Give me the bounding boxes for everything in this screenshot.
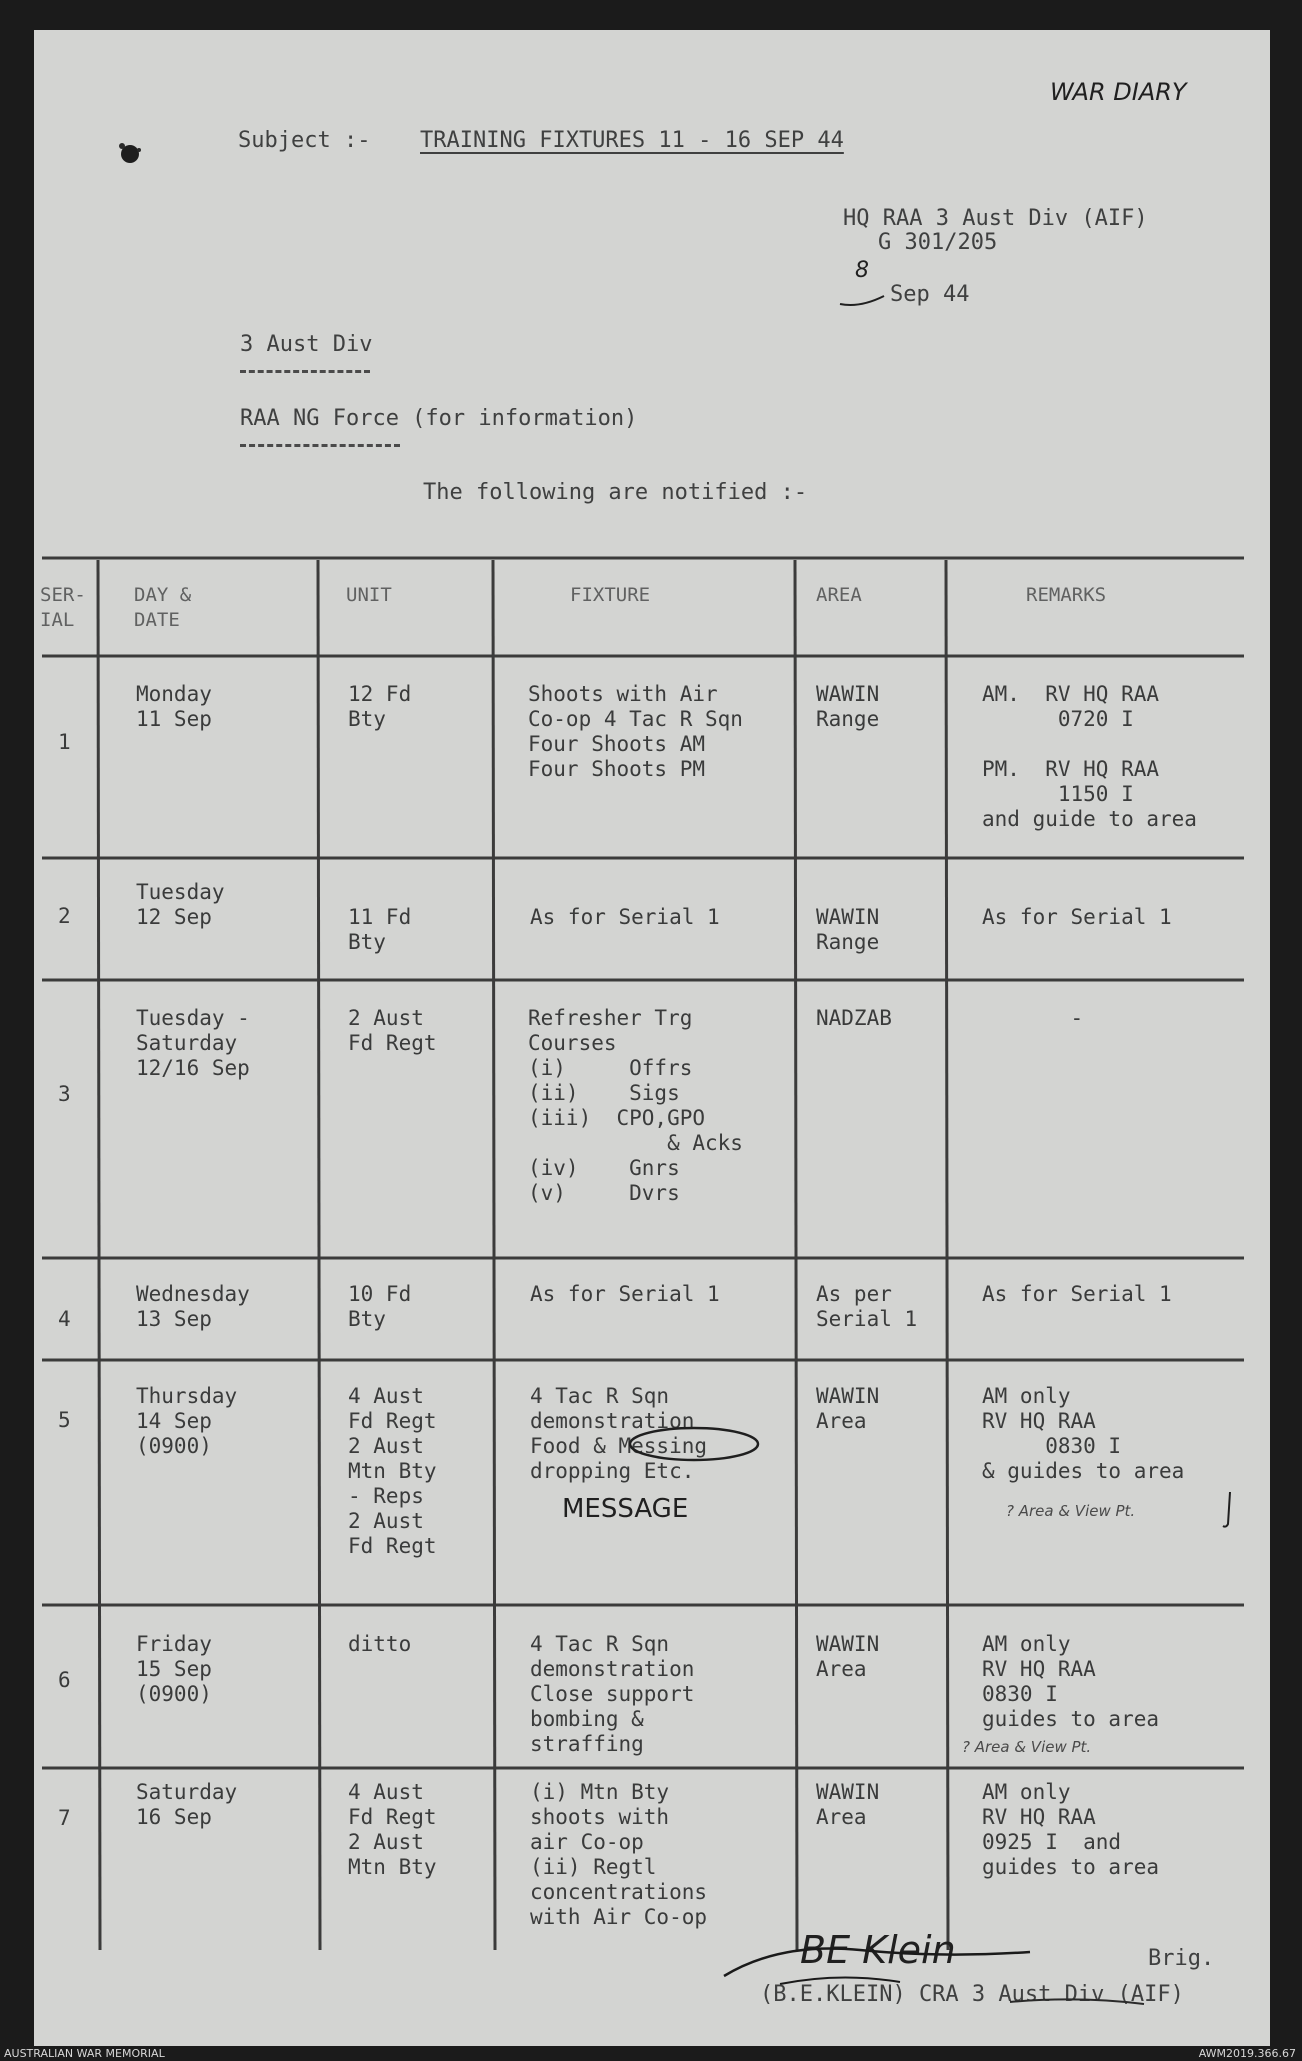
row-6-area: WAWIN Area bbox=[816, 1632, 880, 1681]
header-serial: SER- IAL bbox=[40, 584, 86, 631]
footer-item-id: AWM2019.366.67 bbox=[1198, 2047, 1296, 2060]
row-5-mark bbox=[1222, 1490, 1236, 1530]
signoff-strike-mark bbox=[1008, 1988, 1148, 2012]
row-5-area: WAWIN Area bbox=[816, 1384, 880, 1433]
row-6-day: Friday 15 Sep (0900) bbox=[136, 1632, 212, 1706]
row-1-unit: 12 Fd Bty bbox=[348, 682, 412, 731]
row-6-fixture: 4 Tac R Sqn demonstration Close support bombing & straffing bbox=[530, 1632, 695, 1756]
header-remarks: REMARKS bbox=[1026, 584, 1107, 606]
row-1-area: WAWIN Range bbox=[816, 682, 880, 731]
messing-circle-mark bbox=[626, 1424, 762, 1464]
row-2-unit: 11 Fd Bty bbox=[348, 905, 412, 954]
footer-institution: AUSTRALIAN WAR MEMORIAL bbox=[4, 2047, 165, 2060]
intro-text: The following are notified :- bbox=[423, 480, 808, 505]
hq-line-2: G 301/205 bbox=[878, 230, 998, 255]
row-2-area: WAWIN Range bbox=[816, 905, 880, 954]
row-5-day: Thursday 14 Sep (0900) bbox=[136, 1384, 238, 1458]
row-5-fixture: 4 Tac R Sqn demonstration Food & Messing dropping Etc. bbox=[530, 1384, 708, 1483]
header-day-date: DAY & DATE bbox=[134, 584, 192, 631]
row-3-unit: 2 Aust Fd Regt bbox=[348, 1006, 437, 1055]
row-4-area: As per Serial 1 bbox=[816, 1282, 918, 1331]
signoff-rank: Brig. bbox=[1148, 1946, 1215, 1971]
handwritten-message: MESSAGE bbox=[562, 1494, 689, 1524]
header-unit: UNIT bbox=[346, 584, 392, 606]
row-1-remarks: AM. RV HQ RAA 0720 I PM. RV HQ RAA 1150 I and guide to area bbox=[982, 682, 1197, 831]
war-diary-annotation: WAR DIARY bbox=[1050, 78, 1187, 106]
row-3-serial: 3 bbox=[58, 1082, 71, 1106]
row-7-serial: 7 bbox=[58, 1806, 71, 1830]
addressee-3-aust-div: 3 Aust Div bbox=[240, 332, 373, 357]
date-rest: Sep 44 bbox=[890, 282, 970, 307]
row-2-fixture: As for Serial 1 bbox=[530, 905, 720, 929]
header-area: AREA bbox=[816, 584, 862, 606]
subject-title: TRAINING FIXTURES 11 - 16 SEP 44 bbox=[420, 128, 844, 153]
handwritten-note-row-6: ? Area & View Pt. bbox=[962, 1738, 1092, 1756]
archive-footer bbox=[0, 2046, 1302, 2061]
row-2-serial: 2 bbox=[58, 904, 71, 928]
row-7-day: Saturday 16 Sep bbox=[136, 1780, 238, 1829]
row-1-day: Monday 11 Sep bbox=[136, 682, 212, 731]
row-4-fixture: As for Serial 1 bbox=[530, 1282, 720, 1306]
row-5-remarks: AM only RV HQ RAA 0830 I & guides to area bbox=[982, 1384, 1185, 1483]
row-6-serial: 6 bbox=[58, 1668, 71, 1692]
row-4-day: Wednesday 13 Sep bbox=[136, 1282, 250, 1331]
row-7-area: WAWIN Area bbox=[816, 1780, 880, 1829]
row-3-remarks: - bbox=[982, 1006, 1084, 1030]
signoff-line: (B.E.KLEIN) CRA 3 Aust Div (AIF) bbox=[760, 1982, 1184, 2007]
addressee-raa-ng-force: RAA NG Force (for information) bbox=[240, 406, 638, 431]
row-3-day: Tuesday - Saturday 12/16 Sep bbox=[136, 1006, 250, 1080]
handwritten-note-row-5: ? Area & View Pt. bbox=[1006, 1502, 1136, 1520]
row-4-remarks: As for Serial 1 bbox=[982, 1282, 1172, 1306]
row-4-unit: 10 Fd Bty bbox=[348, 1282, 412, 1331]
row-7-remarks: AM only RV HQ RAA 0925 I and guides to area bbox=[982, 1780, 1160, 1879]
header-fixture: FIXTURE bbox=[570, 584, 651, 606]
row-1-fixture: Shoots with Air Co-op 4 Tac R Sqn Four Shoots AM Four Shoots PM bbox=[528, 682, 743, 781]
row-5-unit: 4 Aust Fd Regt 2 Aust Mtn Bty - Reps 2 Aust Fd Regt bbox=[348, 1384, 437, 1558]
row-1-serial: 1 bbox=[58, 730, 71, 754]
row-5-serial: 5 bbox=[58, 1408, 71, 1432]
row-7-unit: 4 Aust Fd Regt 2 Aust Mtn Bty bbox=[348, 1780, 437, 1879]
row-7-fixture: (i) Mtn Bty shoots with air Co-op (ii) Regtl concentrations with Air Co-op bbox=[530, 1780, 708, 1929]
row-3-area: NADZAB bbox=[816, 1006, 892, 1030]
row-2-remarks: As for Serial 1 bbox=[982, 905, 1172, 929]
row-3-fixture: Refresher Trg Courses (i) Offrs (ii) Sigs (iii) CPO,GPO & Acks (iv) Gnrs (v) Dvrs bbox=[528, 1006, 743, 1205]
signature: BE Klein bbox=[800, 1928, 956, 1972]
row-4-serial: 4 bbox=[58, 1307, 71, 1331]
subject-label: Subject :- bbox=[238, 128, 371, 153]
row-6-unit: ditto bbox=[348, 1632, 412, 1656]
row-2-day: Tuesday 12 Sep bbox=[136, 880, 225, 929]
hq-line-1: HQ RAA 3 Aust Div (AIF) bbox=[843, 206, 1148, 231]
date-day-handwritten: 8 bbox=[855, 258, 869, 283]
row-6-remarks: AM only RV HQ RAA 0830 I guides to area bbox=[982, 1632, 1160, 1731]
